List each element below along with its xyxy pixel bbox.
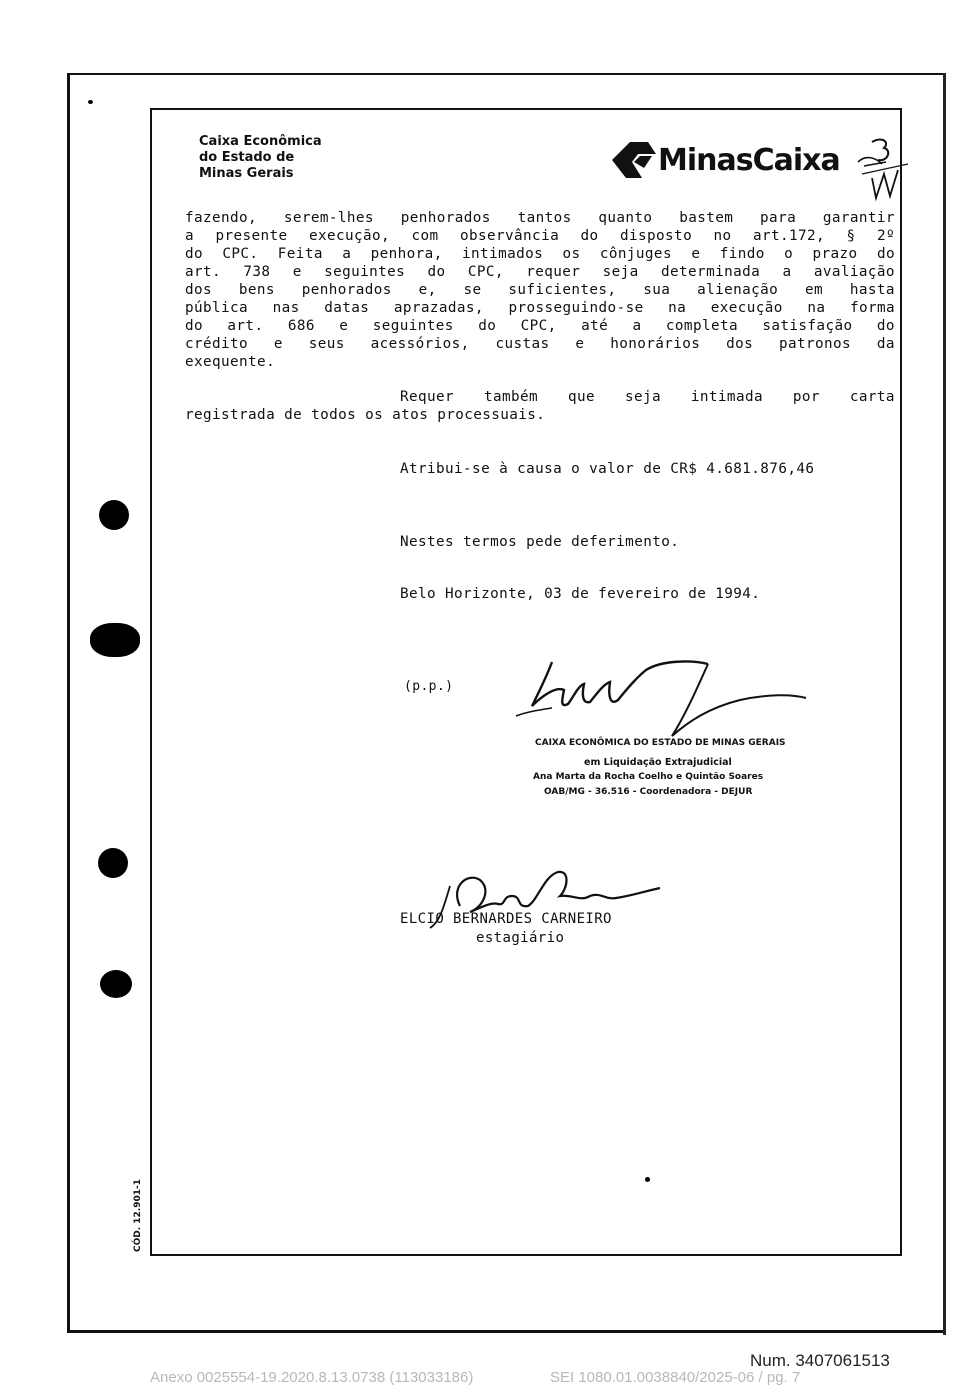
logo-mark-icon xyxy=(612,140,656,180)
institution-name xyxy=(199,134,322,182)
word: seus xyxy=(308,336,345,352)
word: observância xyxy=(460,228,560,244)
word: honorários xyxy=(610,336,701,352)
punch-hole xyxy=(100,970,132,998)
word: e xyxy=(273,336,283,352)
word: suficientes, xyxy=(508,282,617,298)
logo-name: MinasCaixa xyxy=(658,142,840,178)
word: alienação xyxy=(697,282,779,298)
word: custas xyxy=(495,336,550,352)
word: dos xyxy=(185,282,213,298)
word: art.172, xyxy=(753,228,826,244)
word: findo xyxy=(719,246,765,262)
word: forma xyxy=(849,300,895,316)
word: seguintes xyxy=(324,264,406,280)
body-line xyxy=(185,246,895,262)
word: sua xyxy=(643,282,671,298)
word: 2º xyxy=(876,228,895,244)
request-line xyxy=(400,389,895,405)
word: cônjuges xyxy=(599,246,672,262)
intern-role: estagiário xyxy=(476,930,565,946)
place-date: Belo Horizonte, 03 de fevereiro de 1994. xyxy=(400,586,761,602)
word: a xyxy=(782,264,792,280)
word: hasta xyxy=(849,282,895,298)
word: execução xyxy=(710,300,783,316)
word: na xyxy=(668,300,687,316)
pp-mark: (p.p.) xyxy=(404,679,454,694)
word: e xyxy=(339,318,349,334)
body-line xyxy=(185,282,895,298)
body-line xyxy=(185,336,895,352)
word: bens xyxy=(238,282,275,298)
word: tantos xyxy=(517,210,572,226)
word: determinada xyxy=(661,264,761,280)
punch-hole xyxy=(90,623,140,657)
word: completa xyxy=(665,318,738,334)
punch-hole xyxy=(98,848,128,878)
word: acessórios, xyxy=(370,336,470,352)
speck xyxy=(88,100,93,104)
word: e xyxy=(292,264,302,280)
word: por xyxy=(792,389,820,405)
word: 738 xyxy=(243,264,271,280)
word: os xyxy=(562,246,581,262)
punch-hole xyxy=(99,500,129,530)
word: intimados xyxy=(462,246,544,262)
word: também xyxy=(483,389,539,405)
word: avaliação xyxy=(813,264,895,280)
institution-line: Minas Gerais xyxy=(199,166,294,181)
body-line xyxy=(185,318,895,334)
word: art. xyxy=(227,318,264,334)
word: seja xyxy=(602,264,639,280)
word: do xyxy=(427,264,446,280)
body-line-last: exequente. xyxy=(185,354,276,370)
word: patronos xyxy=(779,336,852,352)
body-line xyxy=(185,228,895,244)
word: da xyxy=(876,336,895,352)
institution-line: Caixa Econômica xyxy=(199,134,322,149)
body-line xyxy=(185,210,895,226)
word: a xyxy=(342,246,352,262)
word: presente xyxy=(215,228,288,244)
word: do xyxy=(580,228,599,244)
word: requer xyxy=(526,264,581,280)
document-number: Num. 3407061513 xyxy=(750,1351,890,1370)
annex-reference: Anexo 0025554-19.2020.8.13.0738 (113033186) xyxy=(150,1369,474,1386)
word: fazendo, xyxy=(185,210,258,226)
form-code: CÓD. 12.901-1 xyxy=(133,1178,143,1252)
word: art. xyxy=(185,264,222,280)
stamp-line: em Liquidação Extrajudicial xyxy=(584,757,732,768)
word: aprazadas, xyxy=(393,300,484,316)
word: seguintes xyxy=(372,318,454,334)
word: do xyxy=(185,318,204,334)
speck xyxy=(645,1177,650,1182)
word: § xyxy=(846,228,856,244)
word: na xyxy=(807,300,826,316)
word: satisfação xyxy=(762,318,853,334)
word: penhorados xyxy=(301,282,392,298)
case-value: Atribui-se à causa o valor de CR$ 4.681.876,46 xyxy=(400,461,815,477)
word: Requer xyxy=(400,389,455,405)
initials-mark xyxy=(852,134,912,204)
stamp-line: Ana Marta da Rocha Coelho e Quintão Soares xyxy=(533,772,764,782)
word: carta xyxy=(849,389,895,405)
institution-line: do Estado de xyxy=(199,150,295,165)
word: garantir xyxy=(822,210,895,226)
body-line xyxy=(185,300,895,316)
word: execução, xyxy=(308,228,391,244)
stamp-line: CAIXA ECONÔMICA DO ESTADO DE MINAS GERAIS xyxy=(535,738,786,748)
word: nas xyxy=(272,300,300,316)
word: prosseguindo-se xyxy=(508,300,644,316)
word: do xyxy=(185,246,204,262)
word: penhora, xyxy=(370,246,443,262)
word: datas xyxy=(324,300,370,316)
word: intimada xyxy=(690,389,763,405)
word: CPC. xyxy=(222,246,259,262)
word: até xyxy=(581,318,609,334)
intern-name: ELCIO BERNARDES CARNEIRO xyxy=(400,911,612,927)
word: prazo xyxy=(812,246,858,262)
word: disposto xyxy=(620,228,693,244)
stamp-line: OAB/MG - 36.516 - Coordenadora - DEJUR xyxy=(544,787,753,797)
closing: Nestes termos pede deferimento. xyxy=(400,534,680,550)
request-line-2: registrada de todos os atos processuais. xyxy=(185,407,546,423)
word: serem-lhes xyxy=(283,210,374,226)
word: e xyxy=(575,336,585,352)
word: o xyxy=(784,246,794,262)
minascaixa-logo xyxy=(612,140,840,180)
word: em xyxy=(805,282,824,298)
word: pública xyxy=(185,300,249,316)
word: CPC, xyxy=(467,264,504,280)
word: penhorados xyxy=(400,210,491,226)
word: no xyxy=(713,228,732,244)
word: a xyxy=(185,228,195,244)
word: se xyxy=(463,282,482,298)
scan-edge xyxy=(943,73,946,1335)
word: para xyxy=(760,210,797,226)
word: com xyxy=(411,228,439,244)
word: 686 xyxy=(287,318,315,334)
word: crédito xyxy=(185,336,249,352)
word: quanto xyxy=(598,210,653,226)
word: do xyxy=(876,318,895,334)
word: a xyxy=(632,318,642,334)
word: e, xyxy=(418,282,437,298)
word: bastem xyxy=(679,210,734,226)
word: CPC, xyxy=(520,318,557,334)
word: e xyxy=(691,246,701,262)
word: do xyxy=(876,246,895,262)
body-line xyxy=(185,264,895,280)
word: que xyxy=(567,389,595,405)
sei-reference: SEI 1080.01.0038840/2025-06 / pg. 7 xyxy=(550,1369,801,1386)
word: Feita xyxy=(277,246,323,262)
word: seja xyxy=(624,389,661,405)
word: dos xyxy=(726,336,754,352)
word: do xyxy=(478,318,497,334)
